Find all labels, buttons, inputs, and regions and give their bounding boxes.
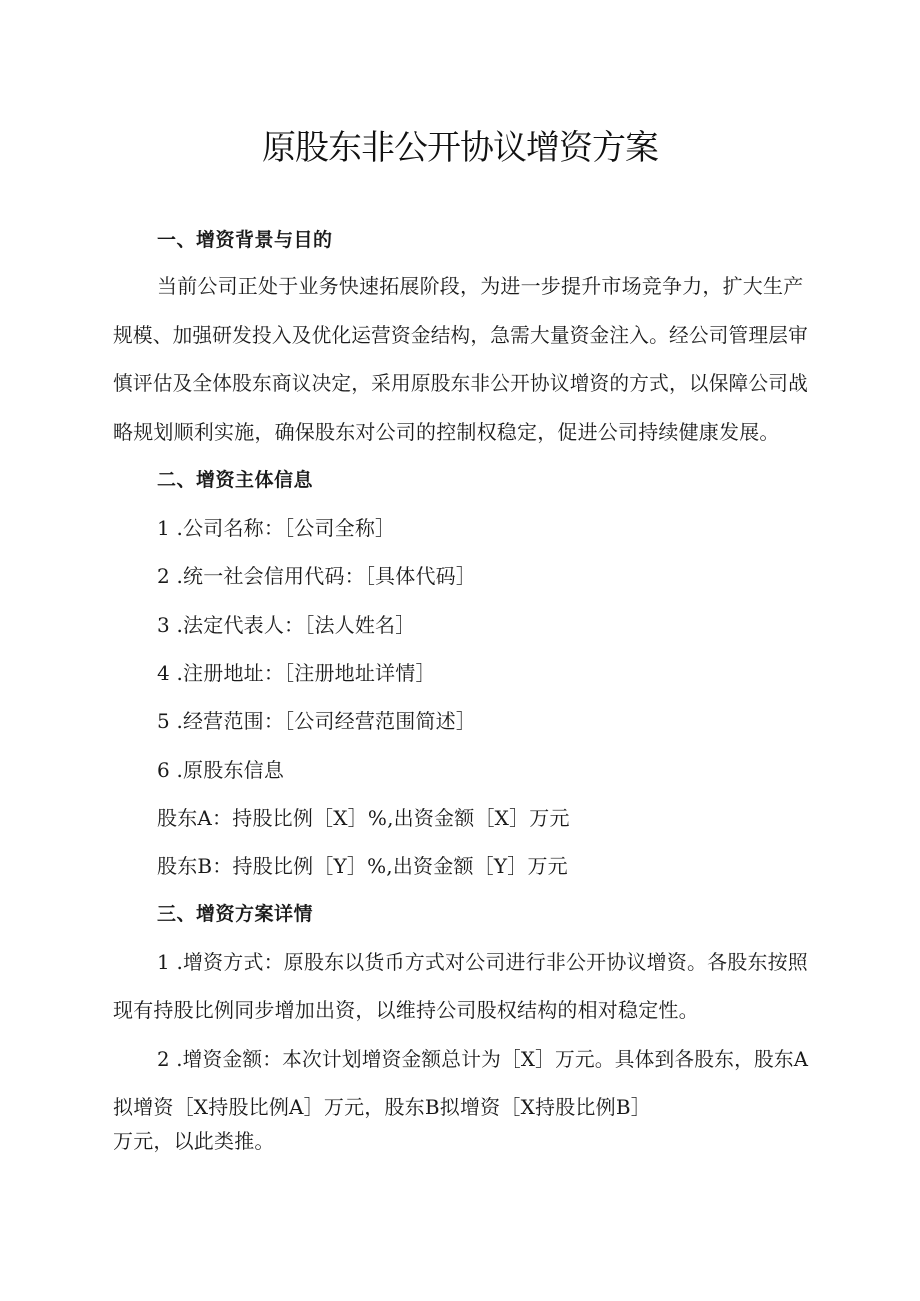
paragraph-line: 现有持股比例同步增加出资，以维持公司股权结构的相对稳定性。 [113, 998, 699, 1022]
info-item-shareholders: 6 .原股东信息 [157, 758, 285, 782]
paragraph-line: 规模、加强研发投入及优化运营资金结构，急需大量资金注入。经公司管理层审 [113, 323, 808, 347]
paragraph-line: 略规划顺利实施，确保股东对公司的控制权稳定，促进公司持续健康发展。 [113, 420, 780, 444]
paragraph-line: 万元，以此类推。 [113, 1129, 275, 1153]
info-item-company-name: 1 .公司名称：［公司全称］ [157, 516, 396, 540]
paragraph-line: 1 .增资方式：原股东以货币方式对公司进行非公开协议增资。各股东按照 [157, 950, 808, 974]
info-item-business-scope: 5 .经营范围：［公司经营范围简述］ [157, 709, 477, 733]
section-heading-plan-details: 三、增资方案详情 [157, 903, 314, 925]
info-item-address: 4 .注册地址：［注册地址详情］ [157, 661, 436, 685]
section-heading-subject-info: 二、增资主体信息 [157, 469, 314, 491]
paragraph-line: 拟增资［X持股比例A］万元，股东B拟增资［X持股比例B］ [113, 1095, 651, 1119]
shareholder-a-line: 股东A：持股比例［X］%,出资金额［X］万元 [157, 806, 570, 830]
shareholder-b-line: 股东B：持股比例［Y］%,出资金额［Y］万元 [157, 854, 568, 878]
info-item-credit-code: 2 .统一社会信用代码：［具体代码］ [157, 564, 477, 588]
paragraph-line: 慎评估及全体股东商议决定，采用原股东非公开协议增资的方式，以保障公司战 [113, 371, 808, 395]
paragraph-line: 当前公司正处于业务快速拓展阶段，为进一步提升市场竞争力，扩大生产 [157, 274, 804, 298]
paragraph-line: 2 .增资金额：本次计划增资金额总计为［X］万元。具体到各股东，股东A [157, 1047, 809, 1071]
section-heading-background: 一、增资背景与目的 [157, 229, 333, 251]
document-title: 原股东非公开协议增资方案 [262, 128, 658, 168]
info-item-legal-rep: 3 .法定代表人：［法人姓名］ [157, 613, 416, 637]
